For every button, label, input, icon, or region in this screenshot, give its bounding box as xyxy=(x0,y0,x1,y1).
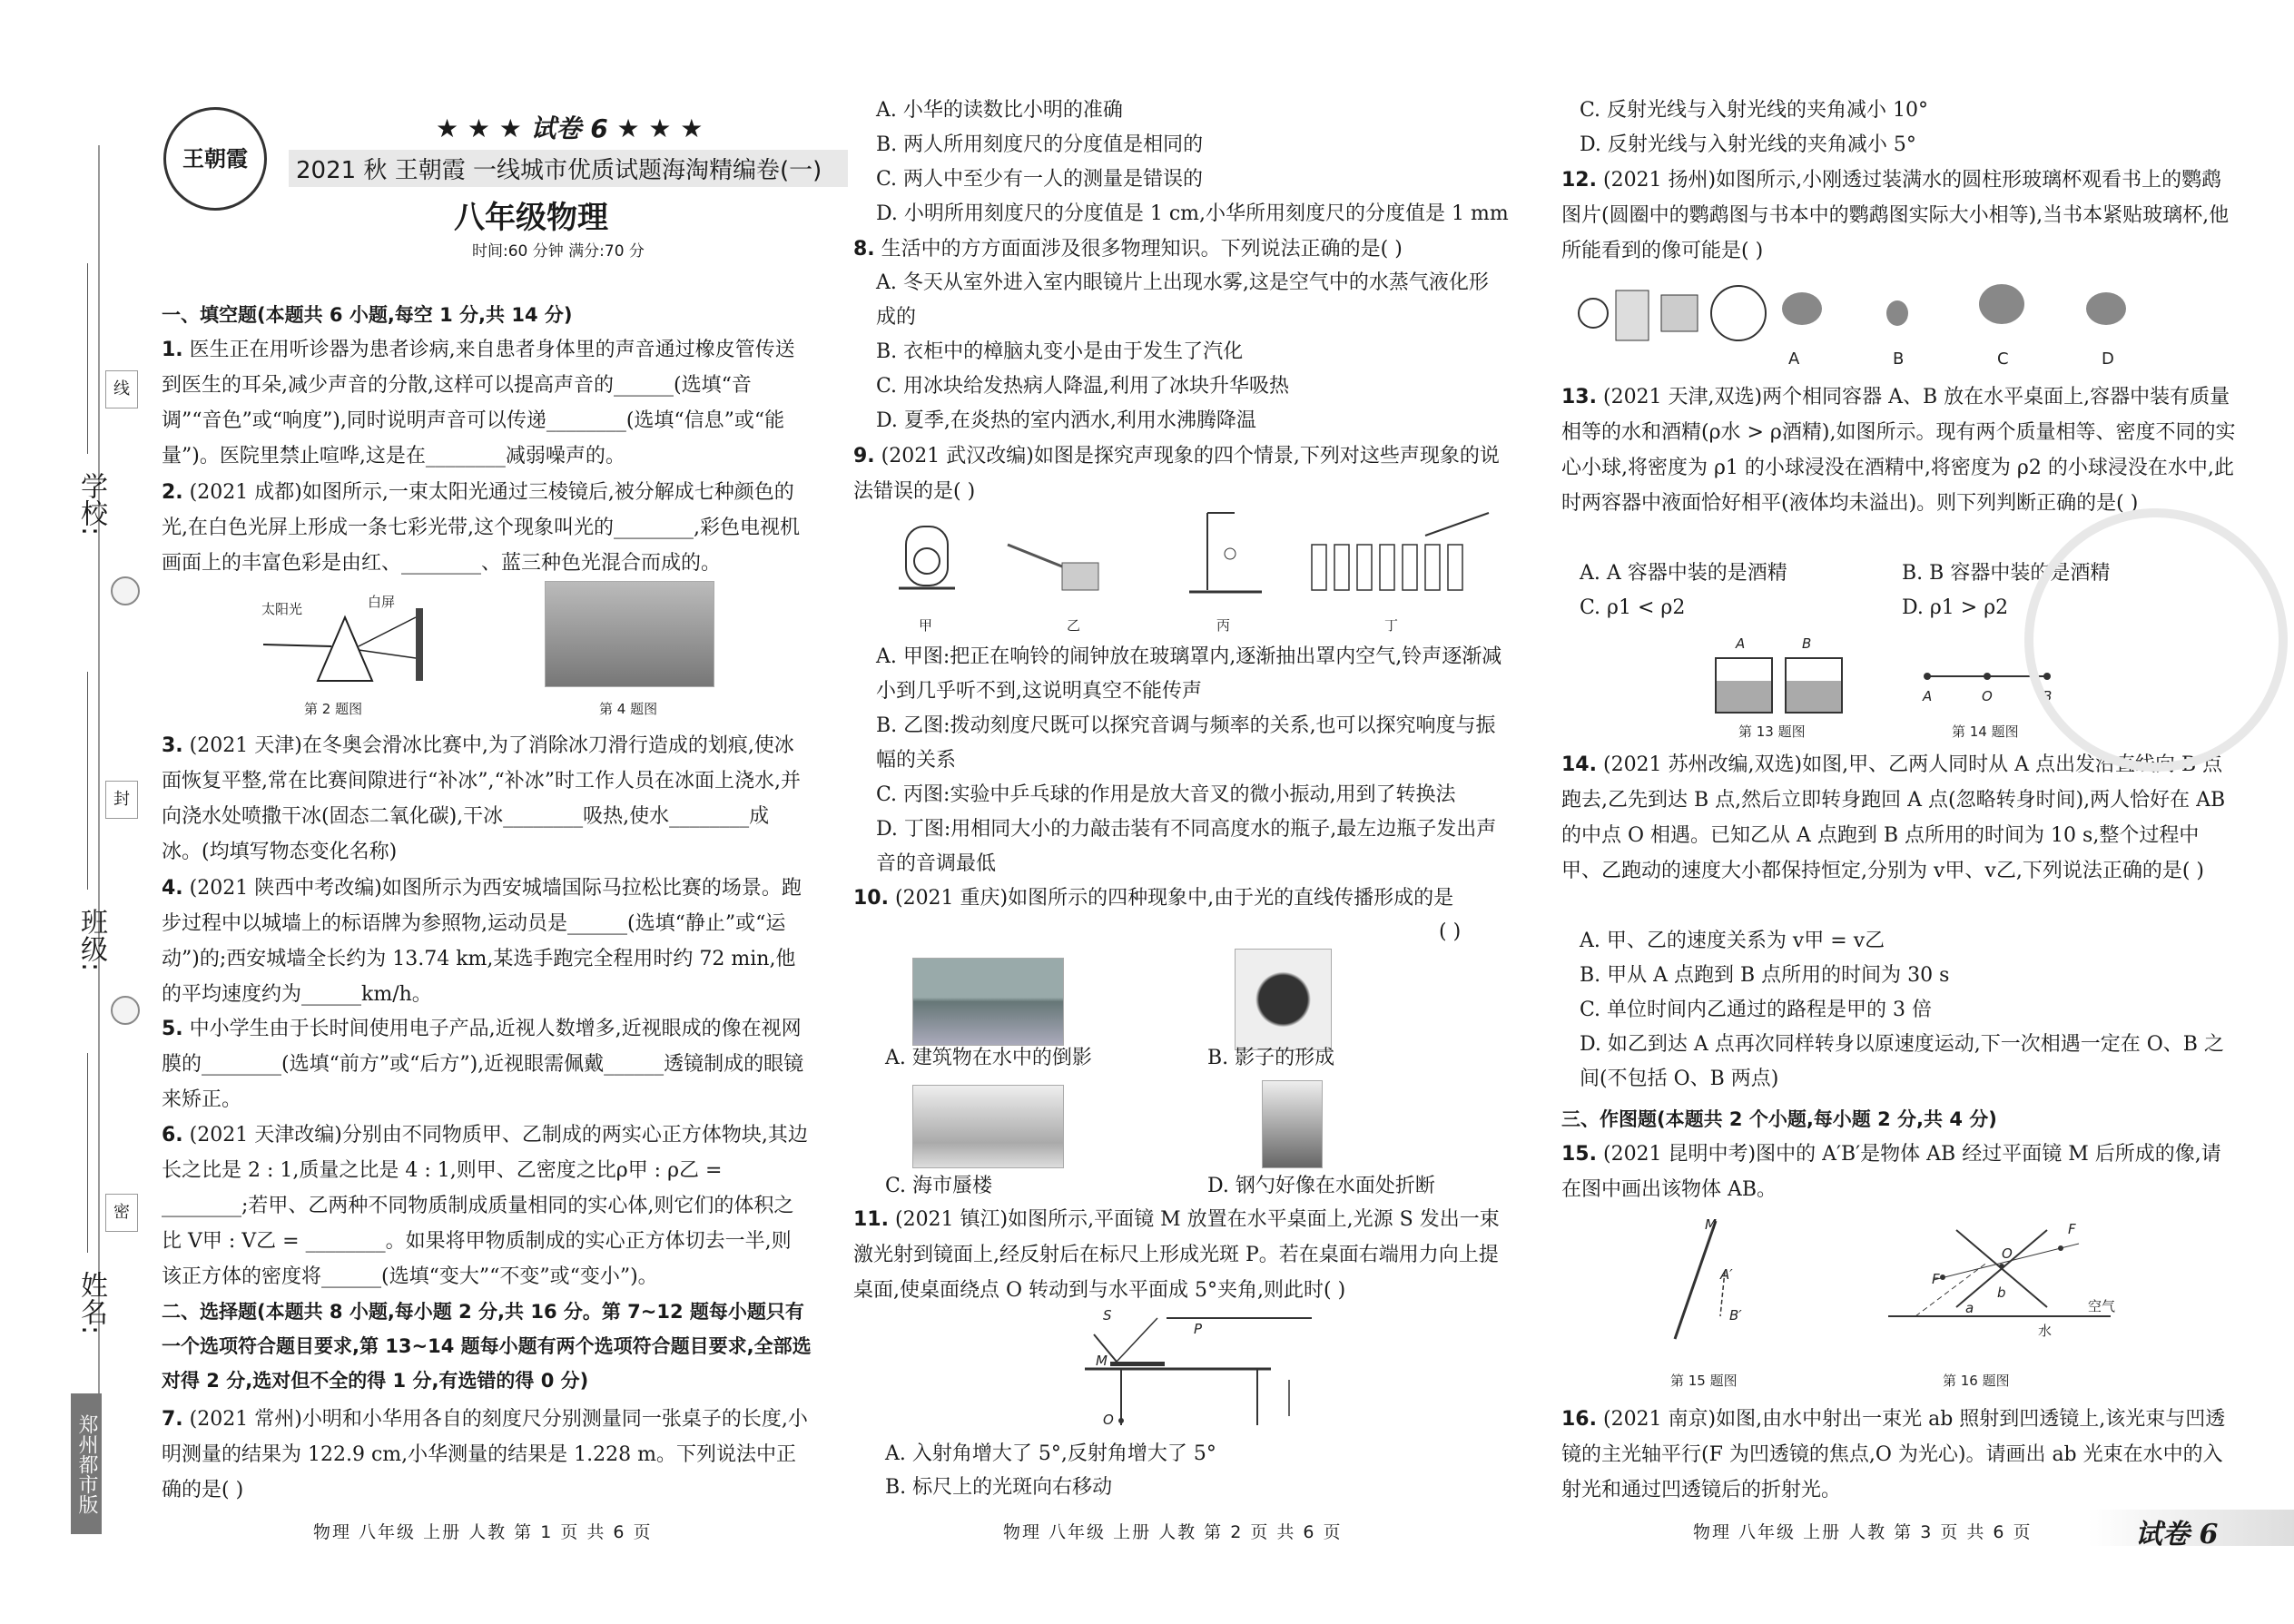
question-text: (2021 扬州)如图所示,小刚透过装满水的圆柱形玻璃杯观看书上的鹦鹉图片(圆圈中的鹦鹉图与书本中的鹦鹉图实际大小相等),当书本紧贴玻璃杯,他所能看到的像可能是( ) xyxy=(1561,169,2230,262)
q9-option-d: D. 丁图:用相同大小的力敲击装有不同高度水的瓶子,最左边瓶子发出声音的音调最低 xyxy=(876,818,1497,875)
question-text: (2021 天津,双选)两个相同容器 A、B 放在水平桌面上,容器中装有质量相等的水和酒精(ρ水 > ρ酒精),如图所示。现有两个质量相等、密度不同的实心小球,将密度为 ρ1 的小球浸没在酒精中,将密度为 ρ2 的小球浸没在水中,此时两容器中液面恰好相平(液体均未溢出)。则下列判断正确的是( ) xyxy=(1561,386,2236,515)
q11-option-b: B. 标尺上的光斑向右移动 xyxy=(885,1476,1113,1499)
fig16-label-f-left: F xyxy=(1932,1271,1940,1287)
q11-option-c: C. 反射光线与入射光线的夹角减小 10° xyxy=(1580,99,1929,122)
question-number: 12. xyxy=(1561,169,1597,192)
question-text: (2021 武汉改编)如图是探究声现象的四个情景,下列对这些声现象的说法错误的是( ) xyxy=(853,445,1500,503)
section-3-heading: 三、作图题(本题共 2 个小题,每小题 2 分,共 4 分) xyxy=(1561,1108,1997,1130)
q8-option-a: A. 冬天从室外进入室内眼镜片上出现水雾,这是空气中的水蒸气液化形成的 xyxy=(876,271,1489,329)
question-number: 9. xyxy=(853,445,875,468)
fig2-screen-label: 白屏 xyxy=(368,594,396,610)
q7-option-d: D. 小明所用刻度尺的分度值是 1 cm,小华所用刻度尺的分度值是 1 mm xyxy=(876,202,1509,225)
fig12-label-c: C xyxy=(1997,349,2009,369)
exam-tag-text: 试卷 6 xyxy=(2135,1519,2219,1550)
question-11 xyxy=(853,1202,1500,1308)
question-text: (2021 镇江)如图所示,平面镜 M 放置在水平桌面上,光源 S 发出一束激光射到镜面上,经反射后在标尺上形成光斑 P。若在桌面右端用力向上提桌面,使桌面绕点 O 转动到与水平面成 5°夹角,则此时( ) xyxy=(853,1208,1500,1302)
question-number: 7. xyxy=(162,1408,183,1431)
name-blank xyxy=(87,1053,88,1253)
question-12 xyxy=(1561,162,2238,269)
seal-xian: 线 xyxy=(105,370,138,408)
question-15 xyxy=(1561,1137,2238,1207)
q10-option-a: A. 建筑物在水中的倒影 xyxy=(885,1047,1092,1069)
fig16-label-air: 空气 xyxy=(2088,1298,2116,1314)
marathon-photo xyxy=(545,581,714,687)
page-footer-3: 物理 八年级 上册 人教 第 3 页 共 6 页 xyxy=(1693,1522,2033,1542)
name-label: 姓名: xyxy=(75,1271,107,1335)
seal-feng: 封 xyxy=(105,781,138,819)
question-13 xyxy=(1561,379,2238,521)
section-2-heading: 二、选择题(本题共 8 小题,每小题 2 分,共 16 分。第 7~12 题每小题只有一个选项符合题目要求,第 13~14 题每小题有两个选项符合题目要求,全部选对得 2 分,选对但不全的得 1 分,有选错的得 0 分) xyxy=(162,1301,812,1392)
logo: 王朝霞 xyxy=(163,107,267,211)
question-5 xyxy=(162,1011,808,1117)
fig16-label-o: O xyxy=(2002,1245,2013,1262)
question-text: (2021 苏州改编,双选)如图,甲、乙两人同时从 A 点出发沿直线向 B 点跑去,乙先到达 B 点,然后立即转身跑回 A 点(忽略转身时间),两人恰好在 AB 的中点 O 相遇。已知乙从 A 点跑到 B 点所用的时间为 10 s,整个过程中甲、乙跑动的速度大小都保持恒定,分别为 v甲、v乙,下列说法正确的是( ) xyxy=(1561,753,2226,882)
watermark-seal xyxy=(2024,508,2288,772)
question-number: 2. xyxy=(162,481,183,504)
containers-figure xyxy=(1711,649,1847,722)
question-text: (2021 南京)如图,由水中射出一束光 ab 照射到凹透镜上,该光束与凹透镜的主光轴平行(F 为凹透镜的焦点,O 为光心)。请画出 ab 光束在水中的入射光和通过凹透镜后的折射光。 xyxy=(1561,1408,2226,1501)
class-label: 班级: xyxy=(75,908,107,972)
question-1 xyxy=(162,332,808,474)
question-number: 1. xyxy=(162,339,183,361)
question-6 xyxy=(162,1117,808,1294)
fig16-label-a: a xyxy=(1965,1300,1974,1316)
fig15-label-m: M xyxy=(1705,1216,1717,1233)
fig16-label-f-right: F xyxy=(2068,1221,2076,1237)
fig12-label-a: A xyxy=(1788,349,1800,369)
fig14-caption: 第 14 题图 xyxy=(1952,723,2019,740)
question-text: (2021 天津改编)分别由不同物质甲、乙制成的两实心正方体物块,其边长之比是 2 : 1,质量之比是 4 : 1,则甲、乙密度之比ρ甲 : ρ乙 = ________;若甲、乙两种不同物质制成质量相同的实心体,则它们的体积之比 V甲 : V乙 = ________。如果将甲物质制成的实心正方体切去一半,则该正方体的密度将______(选填“变大”“不变”或“变小”)。 xyxy=(162,1124,808,1288)
seal-mi: 密 xyxy=(105,1194,138,1232)
q10-answer-bracket: ( ) xyxy=(1439,920,1462,943)
q13-option-b: B. B 容器中装的是酒精 xyxy=(1902,562,2111,585)
page-footer-1: 物理 八年级 上册 人教 第 1 页 共 6 页 xyxy=(313,1522,653,1542)
question-text: 生活中的方方面面涉及很多物理知识。下列说法正确的是( ) xyxy=(881,238,1403,261)
question-number: 4. xyxy=(162,877,183,900)
fig16-caption: 第 16 题图 xyxy=(1943,1373,2010,1389)
fig11-label-p: P xyxy=(1194,1321,1203,1337)
q10-option-c: C. 海市蜃楼 xyxy=(885,1175,993,1197)
exam-meta: 时间:60 分钟 满分:70 分 xyxy=(472,242,645,261)
q11-option-d: D. 反射光线与入射光线的夹角减小 5° xyxy=(1580,133,1916,156)
fig16-label-b: b xyxy=(1997,1284,2006,1301)
fig9-label-yi: 乙 xyxy=(1067,617,1081,634)
q7-option-c: C. 两人中至少有一人的测量是错误的 xyxy=(876,168,1204,191)
question-number: 10. xyxy=(853,887,889,910)
series-title: 2021 秋 王朝霞 一线城市优质试题海淘精编卷(一) xyxy=(289,150,848,187)
exam-tag xyxy=(2088,1510,2294,1550)
question-7 xyxy=(162,1402,808,1508)
fig9-label-ding: 丁 xyxy=(1384,617,1399,634)
question-number: 13. xyxy=(1561,386,1597,408)
question-10 xyxy=(853,881,1489,916)
subject-title: 八年级物理 xyxy=(454,200,608,236)
parrot-cup-figure xyxy=(1575,277,2174,359)
question-text: 医生正在用听诊器为患者诊病,来自患者身体里的声音通过橡皮管传送到医生的耳朵,减少声音的分散,这样可以提高声音的______(选填“音调”“音色”或“响度”),同时说明声音可以传递________(选填“信息”或“能量”)。医院里禁止喧哗,这是在________减弱噪声的。 xyxy=(162,339,795,468)
fig9-label-jia: 甲 xyxy=(919,617,933,634)
q14-option-a: A. 甲、乙的速度关系为 v甲 = v乙 xyxy=(1580,930,1885,952)
question-text: (2021 成都)如图所示,一束太阳光通过三棱镜后,被分解成七种颜色的光,在白色光屏上形成一条七彩光带,这个现象叫光的________,彩色电视机画面上的丰富色彩是由红、________、蓝三种色光混合而成的。 xyxy=(162,481,800,575)
question-text: (2021 常州)小明和小华用各自的刻度尺分别测量同一张桌子的长度,小明测量的结果为 122.9 cm,小华测量的结果是 1.228 m。下列说法中正确的是( ) xyxy=(162,1408,808,1501)
question-text: (2021 昆明中考)图中的 A′B′是物体 AB 经过平面镜 M 后所成的像,请在图中画出该物体 AB。 xyxy=(1561,1143,2221,1201)
q14-option-d: D. 如乙到达 A 点再次同样转身以原速度运动,下一次相遇一定在 O、B 之间(不包括 O、B 两点) xyxy=(1580,1033,2224,1090)
q9-option-a: A. 甲图:把正在响铃的闹钟放在玻璃罩内,逐渐抽出罩内空气,铃声逐渐减小到几乎听不到,这说明真空不能传声 xyxy=(876,645,1502,703)
fig12-label-b: B xyxy=(1893,349,1905,369)
question-16 xyxy=(1561,1402,2238,1508)
question-text: (2021 天津)在冬奥会滑冰比赛中,为了消除冰刀滑行造成的划痕,使冰面恢复平整,常在比赛间隙进行“补冰”,“补冰”时工作人员在冰面上浇水,并向浇水处喷撒干冰(固态二氧化碳),干冰________吸热,使水________成冰。(均填写物态变化名称) xyxy=(162,734,801,863)
fig12-label-d: D xyxy=(2102,349,2114,369)
question-8 xyxy=(853,231,1507,267)
edition-box: 郑州都市版 xyxy=(71,1393,102,1534)
question-number: 8. xyxy=(853,238,875,261)
fig13-label-b: B xyxy=(1802,635,1812,652)
fig14-label-o: O xyxy=(1982,688,1993,704)
fig13-caption: 第 13 题图 xyxy=(1738,723,1806,740)
question-text: 中小学生由于长时间使用电子产品,近视人数增多,近视眼成的像在视网膜的________(选填“前方”或“后方”),近视眼需佩戴______透镜制成的眼镜来矫正。 xyxy=(162,1018,804,1111)
question-number: 16. xyxy=(1561,1408,1597,1431)
fig11-label-o: O xyxy=(1103,1412,1114,1428)
question-number: 11. xyxy=(853,1208,889,1231)
q8-option-c: C. 用冰块给发热病人降温,利用了冰块升华吸热 xyxy=(876,375,1290,398)
q9-option-b: B. 乙图:拨动刻度尺既可以探究音调与频率的关系,也可以探究响度与振幅的关系 xyxy=(876,714,1496,772)
question-number: 15. xyxy=(1561,1143,1597,1166)
fig16-label-water: 水 xyxy=(2038,1323,2053,1339)
q9-option-c: C. 丙图:实验中乒乓球的作用是放大音叉的微小振动,用到了转换法 xyxy=(876,783,1456,806)
question-4 xyxy=(162,871,808,1012)
fig15-caption: 第 15 题图 xyxy=(1670,1373,1738,1389)
fig15-label-b-prime: B′ xyxy=(1729,1307,1742,1324)
shadow-photo xyxy=(1235,949,1332,1050)
sound-experiments-figure xyxy=(899,508,1498,599)
q10-option-b: B. 影子的形成 xyxy=(1207,1047,1335,1069)
class-blank xyxy=(87,672,88,890)
q11-option-a: A. 入射角增大了 5°,反射角增大了 5° xyxy=(885,1442,1216,1465)
fig14-label-b: B xyxy=(2043,688,2053,704)
seal-circle xyxy=(111,576,140,605)
q7-option-b: B. 两人所用刻度尺的分度值是相同的 xyxy=(876,133,1204,156)
fig11-label-s: S xyxy=(1103,1307,1112,1324)
fig2-sun-label: 太阳光 xyxy=(261,601,303,617)
page-footer-2: 物理 八年级 上册 人教 第 2 页 共 6 页 xyxy=(1003,1522,1343,1542)
question-number: 5. xyxy=(162,1018,183,1040)
mirage-photo xyxy=(912,1085,1064,1168)
q13-option-d: D. ρ1 > ρ2 xyxy=(1902,596,2009,619)
question-number: 14. xyxy=(1561,753,1597,776)
fig4-caption: 第 4 题图 xyxy=(599,701,658,717)
section-1-heading: 一、填空题(本题共 6 小题,每空 1 分,共 14 分) xyxy=(162,304,573,326)
question-text: (2021 重庆)如图所示的四种现象中,由于光的直线传播形成的是 xyxy=(894,887,1454,910)
fig11-label-m: M xyxy=(1096,1353,1108,1369)
fig14-label-a: A xyxy=(1923,688,1933,704)
question-3 xyxy=(162,728,808,870)
fig15-label-a-prime: A′ xyxy=(1720,1266,1733,1283)
fig13-label-a: A xyxy=(1736,635,1746,652)
banner-small: ★ ★ ★ 试卷 6 ★ ★ ★ xyxy=(436,113,704,143)
question-9 xyxy=(853,438,1507,509)
q14-option-b: B. 甲从 A 点跑到 B 点所用的时间为 30 s xyxy=(1580,964,1950,987)
seal-circle xyxy=(111,996,140,1025)
q7-option-a: A. 小华的读数比小明的准确 xyxy=(876,99,1123,122)
q8-option-d: D. 夏季,在炎热的室内洒水,利用水沸腾降温 xyxy=(876,409,1256,432)
question-number: 6. xyxy=(162,1124,183,1147)
question-text: (2021 陕西中考改编)如图所示为西安城墙国际马拉松比赛的场景。跑步过程中以城墙上的标语牌为参照物,运动员是______(选填“静止”或“运动”)的;西安城墙全长约为 13.74 km,某选手跑完全程用时约 72 min,他的平均速度约为______km/h。 xyxy=(162,877,802,1006)
q13-option-a: A. A 容器中装的是酒精 xyxy=(1580,562,1787,585)
fig9-label-bing: 丙 xyxy=(1216,617,1231,634)
fig2-caption: 第 2 题图 xyxy=(304,701,363,717)
q10-option-d: D. 钢勺好像在水面处折断 xyxy=(1207,1175,1435,1197)
q8-option-b: B. 衣柜中的樟脑丸变小是由于发生了汽化 xyxy=(876,340,1244,363)
reflection-photo xyxy=(912,958,1064,1046)
question-2 xyxy=(162,475,808,581)
question-number: 3. xyxy=(162,734,183,757)
school-blank xyxy=(87,263,88,454)
q14-option-c: C. 单位时间内乙通过的路程是甲的 3 倍 xyxy=(1580,999,1933,1021)
school-label: 学校: xyxy=(75,472,107,536)
spoon-photo xyxy=(1262,1080,1323,1168)
q13-option-c: C. ρ1 < ρ2 xyxy=(1580,596,1686,619)
